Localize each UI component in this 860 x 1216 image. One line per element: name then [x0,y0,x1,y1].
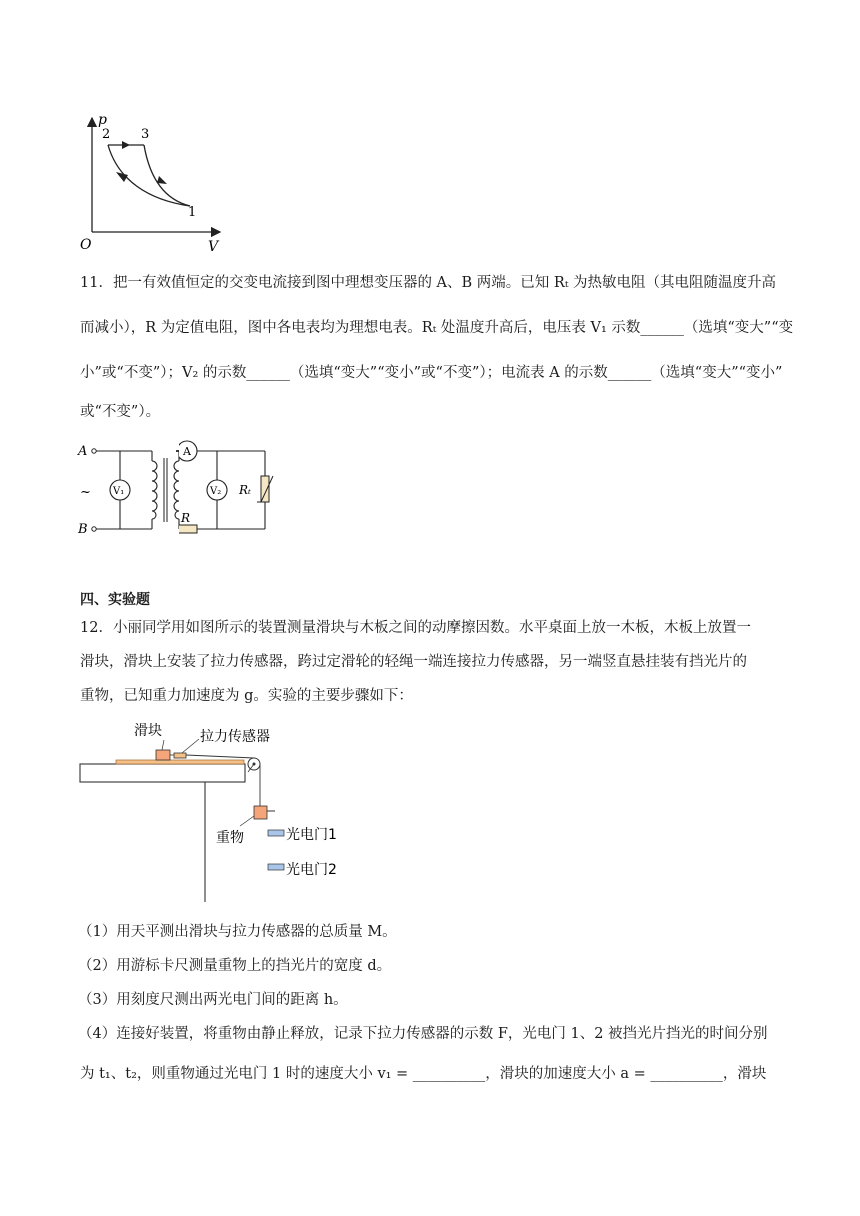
v-axis-label: V [208,239,219,255]
rope [186,755,254,758]
ac-symbol: ~ [80,485,91,500]
q11-line-4: 或“不变”）。 [80,404,161,420]
resistor-label: R [181,511,191,525]
arrow-2-3 [122,141,130,149]
arrow-3-1 [157,176,167,184]
circuit-secondary-loop [179,436,275,540]
pv-graph [78,110,228,255]
point-2-label: 2 [102,127,111,142]
q12-line-3: 重物，已知重力加速度为 g。实验的主要步骤如下： [80,688,413,704]
voltmeter-2-label: V₂ [210,486,222,497]
gate-1 [268,830,284,836]
q11-line-3: 小”或“不变”）；V₂ 的示数______（选填“变大”“变小”或“不变”）；电流表 A 的示数______（选填“变大”“变小” [80,365,783,381]
q12-line-1: 12．小丽同学用如图所示的装置测量滑块与木板之间的动摩擦因数。水平桌面上放一木板，木板上放置一 [80,620,751,636]
q11-line-2: 而减小），R 为定值电阻，图中各电表均为理想电表。Rₜ 处温度升高后，电压表 V₁ 示数______（选填“变大”“变 [80,320,794,336]
thermistor-label: Rₜ [239,483,251,497]
slider-block [156,750,170,760]
terminal-a [92,449,96,453]
force-sensor [174,753,186,758]
process-3-1 [144,145,190,206]
board [116,760,244,764]
p-axis-label: p [98,112,107,128]
thermistor [261,476,269,502]
voltmeter-1-label: V₁ [113,486,125,497]
point-3-label: 3 [141,127,150,142]
step-1: （1）用天平测出滑块与拉力传感器的总质量 M。 [78,924,397,940]
slider-label: 滑块 [134,723,162,739]
section-heading: 四、实验题 [80,592,150,608]
terminal-b [92,527,96,531]
gate-1-label: 光电门1 [286,827,337,843]
ammeter-label: A [183,445,191,458]
gate-2-label: 光电门2 [286,862,337,878]
weight-label: 重物 [216,830,244,846]
gate-2 [268,864,284,870]
step-2: （2）用游标卡尺测量重物上的挡光片的宽度 d。 [78,958,392,974]
step-4-line-2: 为 t₁、t₂，则重物通过光电门 1 时的速度大小 v₁ = __________，滑块的加速度大小 a = __________，滑块 [80,1066,767,1082]
weight-block [254,806,267,819]
primary-coil [152,461,157,519]
terminal-b-label: B [78,522,88,537]
step-3: （3）用刻度尺测出两光电门间的距离 h。 [78,992,348,1008]
step-4-line-1: （4）连接好装置，将重物由静止释放，记录下拉力传感器的示数 F，光电门 1、2 被挡光片挡光的时间分别 [78,1026,768,1042]
resistor [179,525,197,533]
origin-label: O [80,237,92,253]
table-top [80,764,245,782]
q12-line-2: 滑块，滑块上安装了拉力传感器，跨过定滑轮的轻绳一端连接拉力传感器，另一端竖直悬挂装有挡光片的 [80,654,747,670]
force-sensor-label: 拉力传感器 [200,729,270,745]
point-1-label: 1 [188,205,197,220]
friction-apparatus [78,716,378,906]
terminal-a-label: A [78,444,88,459]
arrow-1-2 [116,172,128,182]
q11-line-1: 11．把一有效值恒定的交变电流接到图中理想变压器的 A、B 两端。已知 Rₜ 为热敏电阻（其电阻随温度升高 [80,275,777,291]
